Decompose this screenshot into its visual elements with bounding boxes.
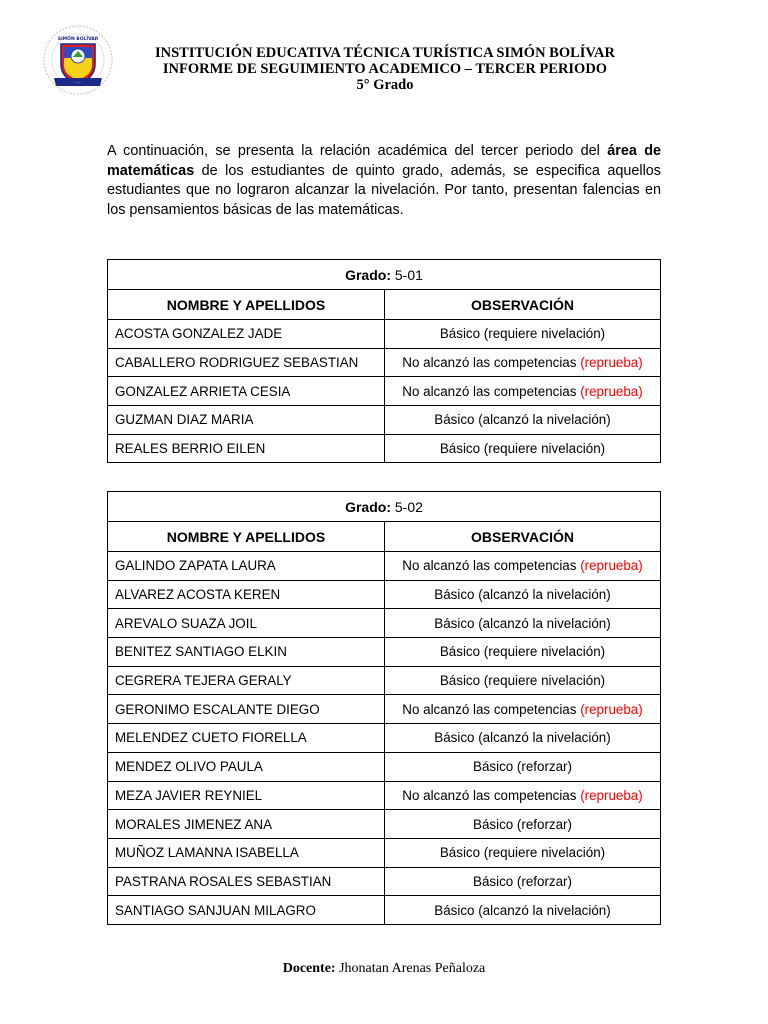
fail-tag: (reprueba) <box>580 383 643 399</box>
observation-cell <box>385 810 661 839</box>
table-row <box>108 752 661 781</box>
student-name: MUÑOZ LAMANNA ISABELLA <box>108 838 385 867</box>
observation-text: Básico (alcanzó la nivelación) <box>434 412 611 428</box>
student-name: PASTRANA ROSALES SEBASTIAN <box>108 867 385 896</box>
student-name: BENITEZ SANTIAGO ELKIN <box>108 638 385 667</box>
document-header <box>130 45 640 93</box>
observation-cell <box>385 781 661 810</box>
teacher-label: Docente: <box>282 961 336 976</box>
table-row <box>108 724 661 753</box>
observation-text: Básico (requiere nivelación) <box>439 644 606 660</box>
table-row <box>108 781 661 810</box>
observation-cell <box>385 377 661 406</box>
grade-level: 5° Grado <box>356 77 414 93</box>
observation-text: Básico (requiere nivelación) <box>439 441 606 457</box>
observation-text: No alcanzó las competencias <box>402 355 577 371</box>
table-row <box>108 867 661 896</box>
grade-table-5-01 <box>107 259 661 463</box>
student-name: GALINDO ZAPATA LAURA <box>108 552 385 581</box>
student-name: SANTIAGO SANJUAN MILAGRO <box>108 896 385 925</box>
observation-text: Básico (alcanzó la nivelación) <box>434 587 611 603</box>
student-name: MORALES JIMENEZ ANA <box>108 810 385 839</box>
grade-table-5-02 <box>107 491 661 925</box>
table-row <box>108 810 661 839</box>
grade-value: 5-01 <box>394 266 423 283</box>
student-name: CABALLERO RODRIGUEZ SEBASTIAN <box>108 348 385 377</box>
student-name: MELENDEZ CUETO FIORELLA <box>108 724 385 753</box>
observation-text: Básico (reforzar) <box>473 873 572 889</box>
institution-name: INSTITUCIÓN EDUCATIVA TÉCNICA TURÍSTICA SIMÓN BOLÍVAR <box>155 45 615 61</box>
student-name: GONZALEZ ARRIETA CESIA <box>108 377 385 406</box>
grade-value: 5-02 <box>394 498 423 515</box>
student-name: AREVALO SUAZA JOIL <box>108 609 385 638</box>
student-name: REALES BERRIO EILEN <box>108 434 385 463</box>
table-row <box>108 695 661 724</box>
observation-text: Básico (requiere nivelación) <box>439 673 606 689</box>
observation-text: Básico (alcanzó la nivelación) <box>434 902 611 918</box>
student-name: CEGRERA TEJERA GERALY <box>108 666 385 695</box>
table-row <box>108 552 661 581</box>
observation-text: Básico (reforzar) <box>473 759 572 775</box>
observation-text: Básico (requiere nivelación) <box>439 845 606 861</box>
table-row <box>108 580 661 609</box>
observation-cell <box>385 867 661 896</box>
svg-text:·····: ····· <box>75 81 81 85</box>
observation-cell <box>385 348 661 377</box>
student-name: MEZA JAVIER REYNIEL <box>108 781 385 810</box>
observation-text: No alcanzó las competencias <box>402 701 577 717</box>
logo-text: SIMÓN BOLÍVAR <box>57 37 99 42</box>
observation-text: Básico (reforzar) <box>473 816 572 832</box>
observation-text: No alcanzó las competencias <box>402 787 577 803</box>
report-title: INFORME DE SEGUIMIENTO ACADEMICO – TERCER PERIODO <box>162 61 608 77</box>
observation-cell <box>385 896 661 925</box>
observation-cell <box>385 552 661 581</box>
fail-tag: (reprueba) <box>580 355 643 371</box>
observation-text: No alcanzó las competencias <box>402 558 577 574</box>
fail-tag: (reprueba) <box>580 558 643 574</box>
table-row <box>108 838 661 867</box>
student-name: ALVAREZ ACOSTA KEREN <box>108 580 385 609</box>
observation-text: Básico (alcanzó la nivelación) <box>434 615 611 631</box>
table-row <box>108 377 661 406</box>
column-header-name: NOMBRE Y APELLIDOS <box>108 290 385 320</box>
observation-cell <box>385 838 661 867</box>
observation-cell <box>385 609 661 638</box>
table-row <box>108 896 661 925</box>
intro-subject-bold: área de matemáticas <box>107 143 661 179</box>
student-name: ACOSTA GONZALEZ JADE <box>108 320 385 349</box>
table-row <box>108 638 661 667</box>
teacher-signature <box>0 961 768 977</box>
student-name: GERONIMO ESCALANTE DIEGO <box>108 695 385 724</box>
observation-cell <box>385 724 661 753</box>
observation-cell <box>385 752 661 781</box>
observation-cell <box>385 580 661 609</box>
grade-label: Grado: <box>345 498 391 515</box>
observation-cell <box>385 320 661 349</box>
intro-paragraph <box>107 142 661 220</box>
teacher-name: Jhonatan Arenas Peñaloza <box>339 961 486 976</box>
observation-cell <box>385 666 661 695</box>
observation-cell <box>385 695 661 724</box>
column-header-observation: OBSERVACIÓN <box>385 290 661 320</box>
table-row <box>108 406 661 435</box>
fail-tag: (reprueba) <box>580 787 643 803</box>
table-title <box>108 492 661 522</box>
table-row <box>108 348 661 377</box>
table-title <box>108 260 661 290</box>
observation-cell <box>385 434 661 463</box>
grade-label: Grado: <box>345 266 391 283</box>
table-row <box>108 320 661 349</box>
observation-text: Básico (alcanzó la nivelación) <box>434 730 611 746</box>
intro-text-start: A continuación, se presenta la relación académica del tercer periodo del <box>107 143 608 159</box>
observation-text: No alcanzó las competencias <box>402 383 577 399</box>
student-name: GUZMAN DIAZ MARIA <box>108 406 385 435</box>
table-row <box>108 666 661 695</box>
table-row <box>108 609 661 638</box>
student-name: MENDEZ OLIVO PAULA <box>108 752 385 781</box>
fail-tag: (reprueba) <box>580 701 643 717</box>
table-row <box>108 434 661 463</box>
school-crest-logo <box>40 24 116 96</box>
observation-text: Básico (requiere nivelación) <box>439 326 606 342</box>
observation-cell <box>385 638 661 667</box>
observation-cell <box>385 406 661 435</box>
intro-text-end: de los estudiantes de quinto grado, además, se especifica aquellos estudiantes que no lograron alcanzar la nivelación. Por tanto, presentan falencias en los pensamientos básicas de las matemáticas. <box>107 162 661 218</box>
column-header-observation: OBSERVACIÓN <box>385 522 661 552</box>
column-header-name: NOMBRE Y APELLIDOS <box>108 522 385 552</box>
